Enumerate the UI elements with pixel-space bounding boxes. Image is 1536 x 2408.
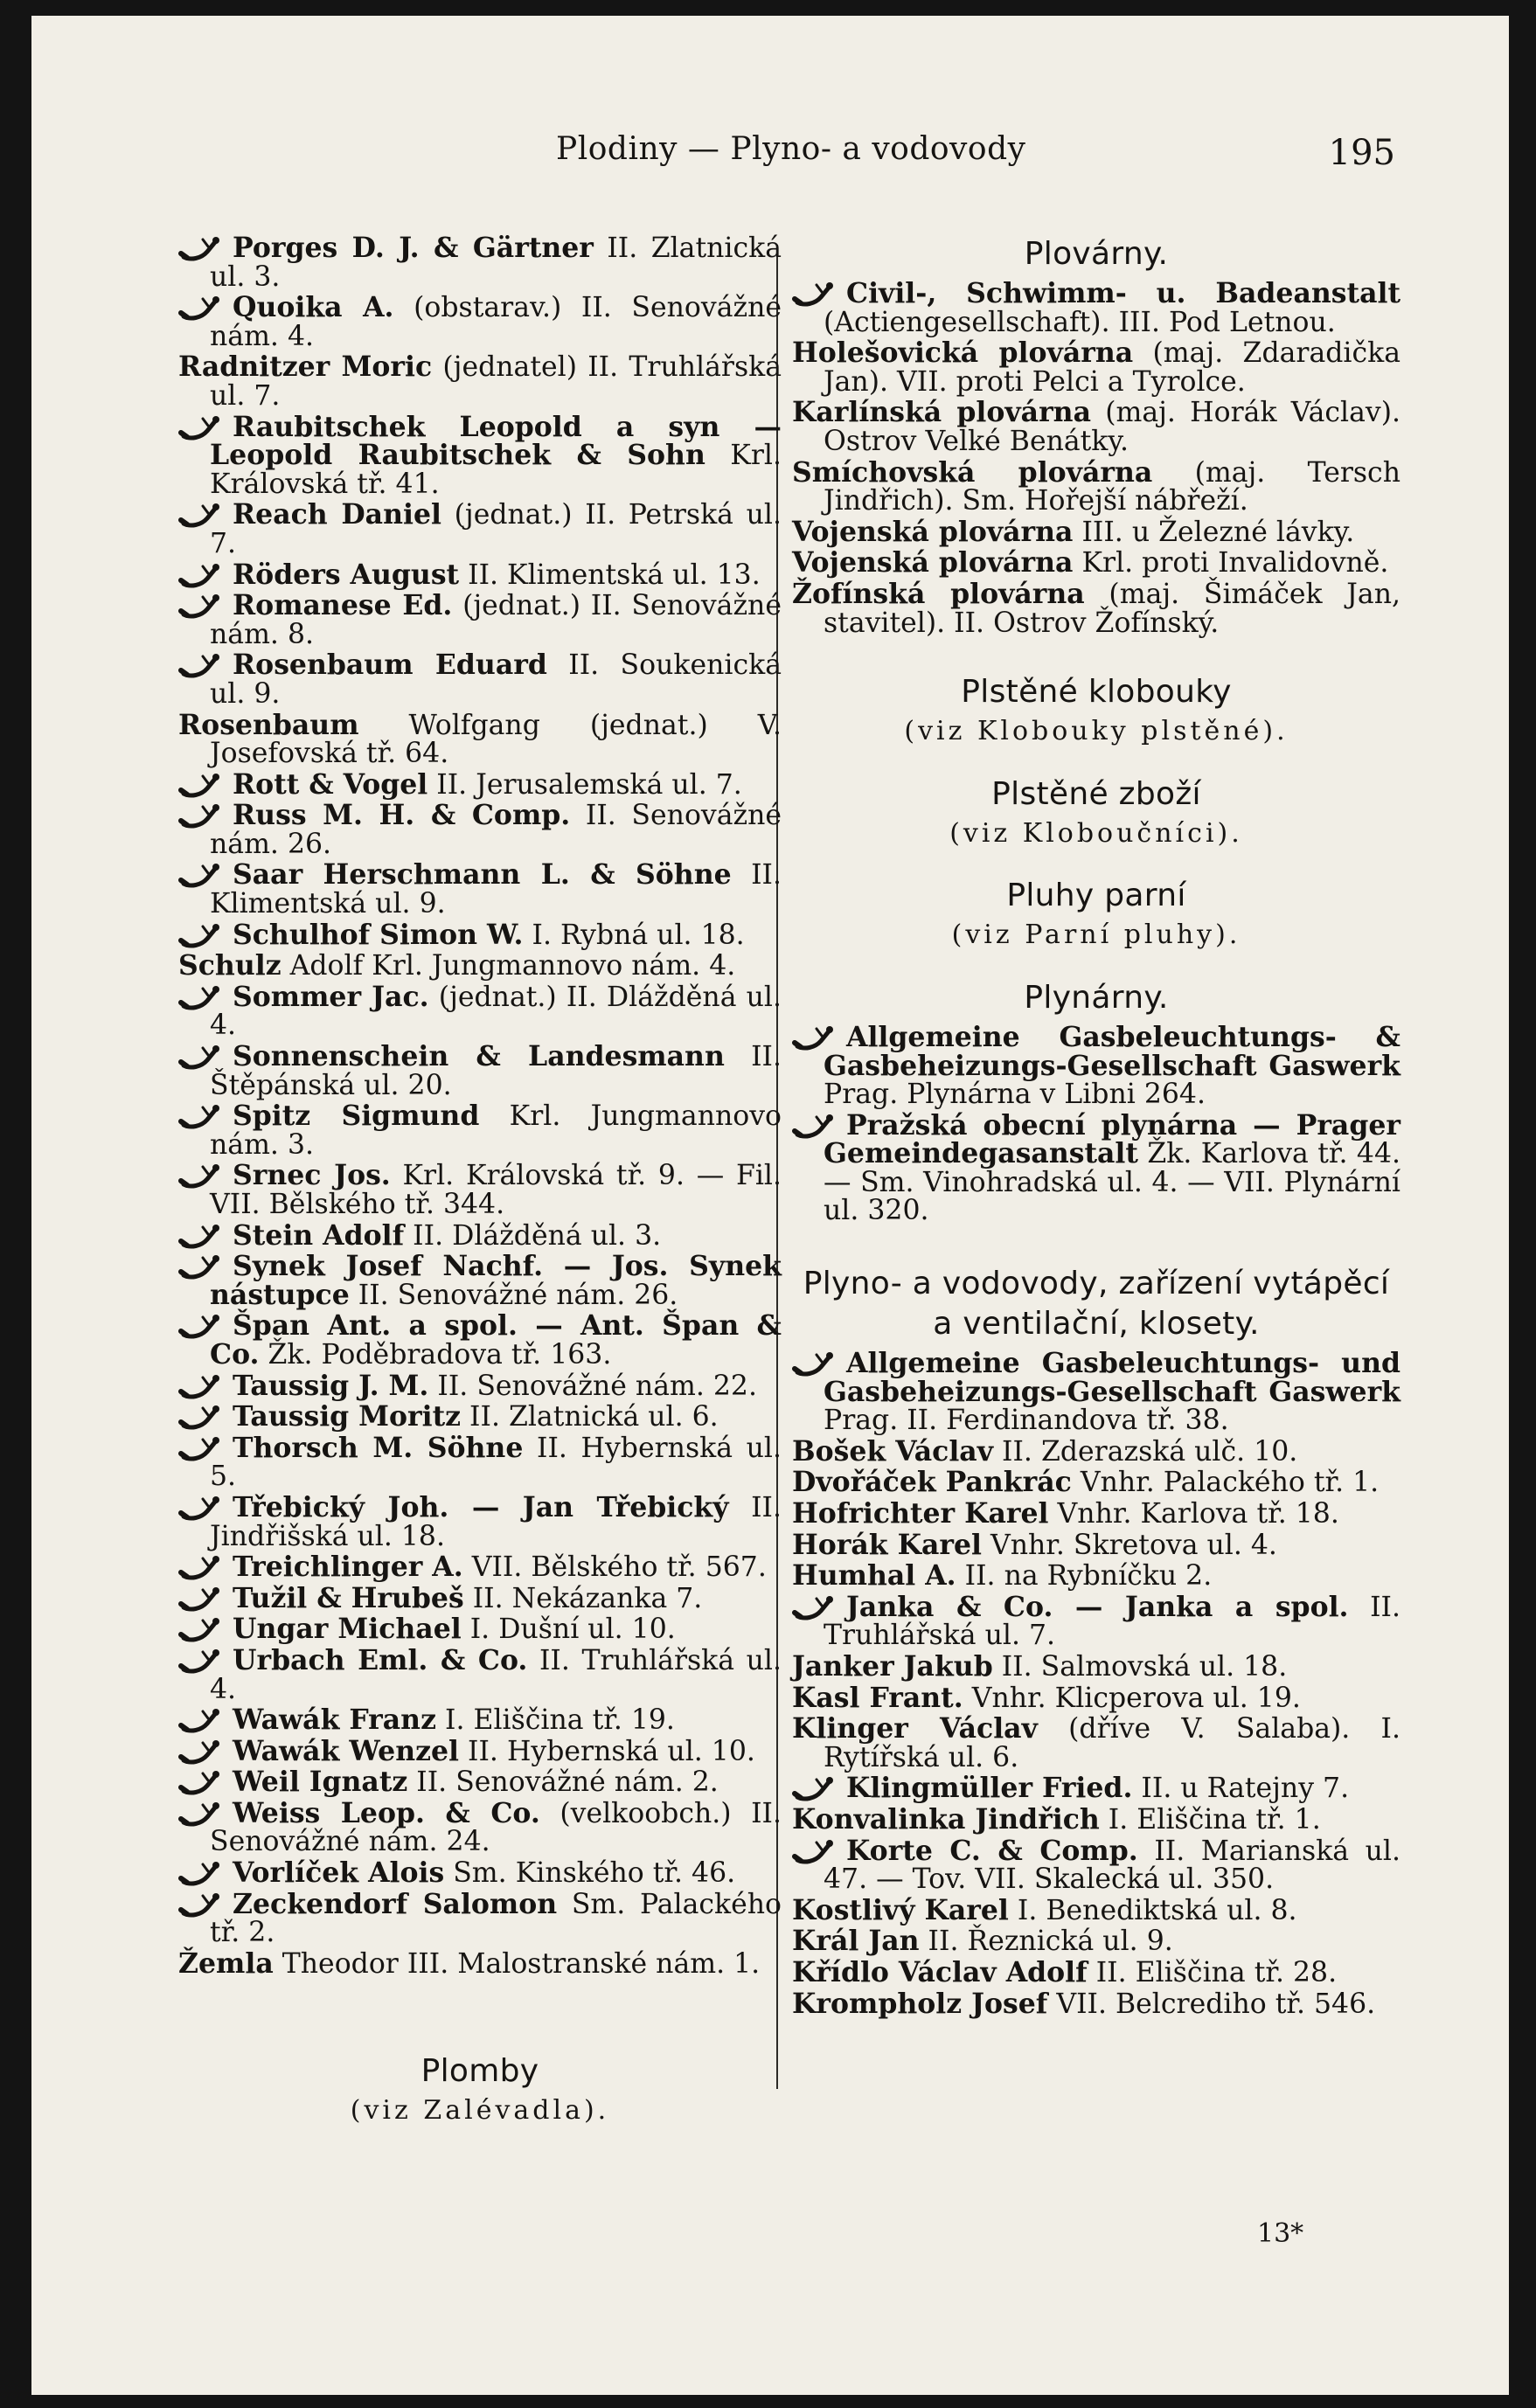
entry-address: Krl. Královská tř. 9. — Fil. VII. Bělského tř. 344. <box>210 1160 782 1220</box>
entry-name: Wawák Wenzel <box>233 1734 460 1767</box>
directory-entry <box>792 1893 1400 1926</box>
entry-address: (jednat.) II. Dlážděná ul. 4. <box>210 981 782 1042</box>
entry-name: Reach Daniel <box>233 498 441 531</box>
entry-address: II. Jindřišská ul. 18. <box>210 1491 782 1552</box>
telephone-icon <box>178 1495 220 1520</box>
directory-page <box>31 16 1509 2395</box>
telephone-icon <box>178 1892 220 1917</box>
directory-entry <box>178 1431 782 1493</box>
directory-entry <box>792 1347 1400 1437</box>
entry-name: Sonnenschein & Landesmann <box>233 1040 725 1073</box>
entry-name: Král Jan <box>792 1925 920 1958</box>
entry-address: II. Truhlářská ul. 7. <box>824 1591 1400 1652</box>
telephone-icon <box>178 1044 220 1069</box>
telephone-icon <box>178 236 220 260</box>
entry-address: II. Marianská ul. 47. — Tov. VII. Skalecká ul. 350. <box>824 1835 1400 1896</box>
directory-entry <box>792 1650 1400 1683</box>
directory-entry <box>178 291 782 352</box>
entry-name: Janka & Co. — Janka a spol. <box>846 1590 1349 1623</box>
right-column <box>792 234 1400 2021</box>
entry-name: Smíchovská plovárna <box>792 455 1153 489</box>
entry-address: (maj. Tersch Jindřich). Sm. Hořejší nábřeží. <box>824 456 1400 517</box>
entry-address: II. Zderazská ulč. 10. <box>993 1435 1298 1468</box>
directory-entry <box>178 949 782 982</box>
entry-address: Sm. Kinského tř. 46. <box>444 1857 736 1890</box>
entry-name: Kostlivý Karel <box>792 1893 1009 1926</box>
entry-address: Žk. Karlova tř. 44. — Sm. Vinohradská ul. 4. — VII. Plynární ul. 320. <box>824 1138 1400 1227</box>
entry-name: Thorsch M. Söhne <box>233 1431 524 1464</box>
entry-name: Spitz Sigmund <box>233 1100 480 1133</box>
directory-entry <box>178 651 782 708</box>
directory-entry <box>792 1590 1400 1652</box>
entry-name: Žemla <box>178 1947 274 1980</box>
directory-entry <box>178 1040 782 1101</box>
telephone-icon <box>178 415 220 440</box>
directory-entry <box>792 396 1400 457</box>
directory-entry <box>178 350 782 412</box>
directory-entry <box>178 1309 782 1371</box>
signature-mark: 13* <box>1257 2218 1304 2249</box>
plynarny-entry-list <box>792 1020 1400 1227</box>
entry-name: Klingmüller Fried. <box>846 1772 1133 1805</box>
entry-name: Bošek Václav <box>792 1434 994 1468</box>
entry-name: Dvořáček Pankrác <box>792 1466 1072 1499</box>
telephone-icon <box>178 1224 220 1248</box>
directory-entry <box>792 1497 1400 1530</box>
directory-entry <box>792 1955 1400 1988</box>
telephone-icon <box>178 1314 220 1338</box>
directory-entry <box>178 1553 782 1582</box>
entry-name: Rosenbaum <box>178 708 359 741</box>
telephone-icon <box>178 563 220 587</box>
left-entry-list <box>178 234 782 1978</box>
section-heading-plomby: Plomby <box>420 2053 539 2090</box>
directory-entry <box>178 410 782 500</box>
section-heading-plstene-zbozi: Plstěné zboží <box>991 775 1201 812</box>
directory-entry <box>792 1559 1400 1593</box>
entry-address: II. Zlatnická ul. 6. <box>461 1401 719 1433</box>
entry-name: Kasl Frant. <box>792 1681 963 1714</box>
entry-address: II. Řeznická ul. 9. <box>919 1926 1173 1958</box>
telephone-icon <box>792 1114 834 1138</box>
directory-entry <box>178 1768 782 1797</box>
entry-address: I. Eliščina tř. 19. <box>435 1704 675 1737</box>
entry-address: II. Zlatnická ul. 3. <box>210 232 782 293</box>
left-column <box>178 234 782 2143</box>
entry-name: Karlínská plovárna <box>792 396 1091 429</box>
section-heading-plstene-klobouky: Plstěné klobouky <box>961 674 1232 711</box>
directory-entry <box>178 1250 782 1311</box>
entry-name: Tužil & Hrubeš <box>233 1581 464 1614</box>
directory-entry <box>792 1927 1400 1956</box>
entry-name: Janker Jakub <box>792 1650 993 1683</box>
entry-name: Srnec Jos. <box>233 1159 391 1192</box>
entry-address: II. u Ratejny 7. <box>1132 1773 1350 1805</box>
directory-entry <box>178 1218 782 1252</box>
entry-address: Theodor III. Malostranské nám. 1. <box>273 1947 761 1980</box>
entry-name: Klinger Václav <box>792 1712 1038 1745</box>
entry-name: Horák Karel <box>792 1528 982 1561</box>
telephone-icon <box>178 503 220 527</box>
entry-name: Sommer Jac. <box>233 980 429 1013</box>
telephone-icon <box>178 803 220 828</box>
entry-name: Romanese Ed. <box>233 589 453 622</box>
entry-name: Treichlinger A. <box>233 1551 463 1584</box>
running-title: Plodiny — Plyno- a vodovody <box>556 131 1026 167</box>
directory-entry <box>178 1643 782 1705</box>
cross-reference-plstene-klobouky: (viz Klobouky plstěné). <box>904 716 1289 747</box>
entry-address: Sm. Palackého tř. 2. <box>210 1888 782 1949</box>
entry-name: Třebický Joh. — Jan Třebický <box>233 1490 729 1523</box>
entry-address: Žk. Poděbradova tř. 163. <box>259 1338 612 1371</box>
entry-name: Weil Ignatz <box>233 1766 408 1799</box>
entry-address: II. Klimentská ul. 13. <box>459 559 761 591</box>
entry-address: Vnhr. Palackého tř. 1. <box>1071 1467 1380 1499</box>
entry-address: (obstarav.) II. Senovážné nám. 4. <box>210 292 782 352</box>
telephone-icon <box>178 1436 220 1461</box>
entry-name: Taussig Moritz <box>233 1400 462 1433</box>
directory-entry <box>178 1159 782 1220</box>
entry-address: Krl. Jungmannovo nám. 3. <box>210 1100 782 1161</box>
entry-address: (jednat.) II. Senovážné nám. 8. <box>210 590 782 650</box>
telephone-icon <box>792 1351 834 1376</box>
entry-name: Zeckendorf Salomon <box>233 1887 558 1920</box>
telephone-icon <box>178 1586 220 1611</box>
entry-address: Krl. Královská tř. 41. <box>210 440 782 500</box>
telephone-icon <box>178 1770 220 1794</box>
entry-name: Raubitschek Leopold a syn — Leopold Raubitschek & Sohn <box>210 410 782 472</box>
directory-entry <box>178 1887 782 1949</box>
directory-entry <box>792 339 1400 396</box>
directory-entry <box>178 1615 782 1644</box>
entry-name: Radnitzer Moric <box>178 350 433 384</box>
directory-entry <box>792 455 1400 517</box>
telephone-icon <box>792 1025 834 1050</box>
section-heading-plyno-vodovody: Plyno- a vodovody, zařízení vytápěcí a ventilační, klosety. <box>803 1266 1390 1343</box>
entry-name: Urbach Eml. & Co. <box>233 1643 528 1676</box>
directory-entry <box>178 1856 782 1890</box>
entry-name: Korte C. & Comp. <box>846 1834 1138 1867</box>
entry-address: II. Soukenická ul. 9. <box>210 649 782 710</box>
directory-entry <box>178 1734 782 1767</box>
page-number: 195 <box>1328 133 1395 173</box>
telephone-icon <box>178 1555 220 1579</box>
entry-address: Vnhr. Karlova tř. 18. <box>1048 1498 1339 1530</box>
entry-address: (jednatel) II. Truhlářská ul. 7. <box>210 351 782 412</box>
telephone-icon <box>178 1374 220 1398</box>
telephone-icon <box>178 1405 220 1429</box>
entry-address: II. Truhlářská ul. 4. <box>210 1644 782 1705</box>
entry-address: I. Rybná ul. 18. <box>523 919 745 951</box>
entry-address: II. Dlážděná ul. 3. <box>404 1219 662 1252</box>
cross-reference-plstene-zbozi: (viz Kloboučníci). <box>949 817 1243 849</box>
entry-address: II. Hybernská ul. 10. <box>459 1735 755 1767</box>
directory-entry <box>792 1434 1400 1468</box>
directory-entry <box>178 589 782 650</box>
entry-name: Křídlo Václav Adolf <box>792 1955 1088 1988</box>
entry-address: (maj. Horák Václav). Ostrov Velké Benátky. <box>824 397 1400 457</box>
entry-name: Pražská obecní plynárna — Prager Gemeindegasanstalt <box>824 1108 1400 1170</box>
entry-name: Špan Ant. a spol. — Ant. Špan & Co. <box>210 1309 782 1371</box>
entry-address: II. Eliščina tř. 28. <box>1087 1956 1338 1988</box>
telephone-icon <box>178 773 220 797</box>
directory-entry <box>178 234 782 291</box>
entry-name: Russ M. H. & Comp. <box>233 799 571 832</box>
directory-entry <box>792 1681 1400 1714</box>
telephone-icon <box>178 1708 220 1732</box>
entry-address: (Actiengesellschaft). III. Pod Letnou. <box>824 306 1336 338</box>
directory-entry <box>792 1834 1400 1896</box>
entry-address: II. Jerusalemská ul. 7. <box>427 768 742 801</box>
section-heading-pluhy-parni: Pluhy parní <box>1006 878 1186 914</box>
entry-address: II. Senovážné nám. 22. <box>428 1370 757 1402</box>
telephone-icon <box>178 653 220 677</box>
entry-address: III. u Železné lávky. <box>1073 516 1355 548</box>
directory-entry <box>792 577 1400 639</box>
telephone-icon <box>178 1104 220 1128</box>
telephone-icon <box>792 281 834 306</box>
section-heading-plynarny: Plynárny. <box>1024 979 1169 1016</box>
entry-name: Wawák Franz <box>233 1704 436 1737</box>
telephone-icon <box>178 1617 220 1641</box>
directory-entry <box>792 1712 1400 1773</box>
entry-name: Holešovická plovárna <box>792 337 1134 370</box>
entry-address: VII. Bělského tř. 567. <box>462 1551 767 1584</box>
telephone-icon <box>178 985 220 1010</box>
entry-name: Hofrichter Karel <box>792 1497 1049 1530</box>
directory-entry <box>178 918 782 951</box>
directory-entry <box>178 558 782 591</box>
directory-entry <box>178 1796 782 1858</box>
entry-address: II. Nekázanka 7. <box>463 1582 703 1614</box>
telephone-icon <box>178 863 220 887</box>
directory-entry <box>792 1987 1400 2020</box>
entry-address: Adolf Krl. Jungmannovo nám. 4. <box>281 950 736 982</box>
directory-entry <box>178 1102 782 1159</box>
directory-entry <box>178 1490 782 1552</box>
entry-name: Stein Adolf <box>233 1218 405 1252</box>
entry-name: Röders August <box>233 558 460 591</box>
entry-address: (dříve V. Salaba). I. Rytířská ul. 6. <box>824 1713 1400 1773</box>
telephone-icon <box>178 1254 220 1279</box>
entry-address: II. Salmovská ul. 18. <box>992 1651 1288 1683</box>
entry-address: (maj. Zdaradička Jan). VII. proti Pelci a Tyrolce. <box>824 337 1400 398</box>
entry-name: Civil-, Schwimm- u. Badeanstalt <box>846 277 1400 309</box>
telephone-icon <box>178 593 220 618</box>
directory-entry <box>792 1468 1400 1497</box>
entry-name: Rosenbaum Eduard <box>233 649 547 682</box>
entry-name: Krompholz Josef <box>792 1987 1048 2020</box>
entry-address: II. Klimentská ul. 9. <box>210 859 782 920</box>
telephone-icon <box>178 923 220 947</box>
telephone-icon <box>178 1163 220 1188</box>
directory-entry <box>792 1020 1400 1111</box>
entry-name: Quoika A. <box>233 291 394 324</box>
cross-reference-pluhy-parni: (viz Parní pluhy). <box>951 919 1241 951</box>
telephone-icon <box>178 295 220 320</box>
directory-entry <box>178 1369 782 1402</box>
entry-name: Synek Josef Nachf. — Jos. Synek nástupce <box>210 1250 782 1311</box>
entry-address: II. na Rybníčku 2. <box>956 1560 1213 1593</box>
entry-name: Schulhof Simon W. <box>233 918 524 951</box>
telephone-icon <box>792 1776 834 1801</box>
directory-entry <box>178 799 782 860</box>
entry-name: Rott & Vogel <box>233 767 428 801</box>
entry-address: II. Senovážné nám. 2. <box>407 1766 719 1799</box>
directory-entry <box>792 1802 1400 1835</box>
entry-name: Konvalinka Jindřich <box>792 1802 1100 1835</box>
entry-address: Wolfgang (jednat.) V. Josefovská tř. 64. <box>210 709 782 770</box>
section-heading-plovarny: Plovárny. <box>1024 236 1169 272</box>
entry-address: I. Benediktská ul. 8. <box>1008 1894 1297 1926</box>
entry-address: I. Eliščina tř. 1. <box>1099 1803 1321 1835</box>
directory-entry <box>178 1706 782 1735</box>
entry-address: II. Senovážné nám. 26. <box>349 1279 678 1311</box>
entry-name: Humhal A. <box>792 1559 956 1593</box>
entry-name: Schulz <box>178 949 281 982</box>
directory-entry <box>178 708 782 770</box>
entry-name: Allgemeine Gasbeleuchtungs- & Gasbeheizungs-Gesellschaft Gaswerk <box>824 1020 1400 1082</box>
directory-entry <box>792 1774 1400 1803</box>
directory-entry <box>178 1400 782 1433</box>
directory-entry <box>178 498 782 559</box>
entry-name: Taussig J. M. <box>233 1369 429 1402</box>
entry-name: Allgemeine Gasbeleuchtungs- und Gasbeheizungs-Gesellschaft Gaswerk <box>824 1347 1400 1408</box>
telephone-icon <box>792 1595 834 1620</box>
directory-entry <box>178 1947 782 1980</box>
directory-entry <box>178 980 782 1042</box>
cross-reference-plomby: (viz Zalévadla). <box>350 2095 610 2127</box>
directory-entry <box>792 1528 1400 1561</box>
entry-name: Ungar Michael <box>233 1613 462 1646</box>
entry-address: Krl. proti Invalidovně. <box>1073 547 1389 579</box>
directory-entry <box>792 1108 1400 1227</box>
directory-entry <box>792 546 1400 579</box>
telephone-icon <box>792 1839 834 1863</box>
telephone-icon <box>178 1648 220 1673</box>
directory-entry <box>178 767 782 801</box>
entry-address: Vnhr. Skretova ul. 4. <box>981 1529 1277 1561</box>
directory-entry <box>178 858 782 920</box>
telephone-icon <box>178 1861 220 1885</box>
directory-entry <box>178 1581 782 1614</box>
entry-address: (jednat.) II. Petrská ul. 7. <box>210 499 782 559</box>
entry-address: II. Hybernská ul. 5. <box>210 1432 782 1493</box>
plovarny-entry-list <box>792 277 1400 639</box>
entry-address: (maj. Šimáček Jan, stavitel). II. Ostrov Žofínský. <box>824 578 1400 639</box>
entry-address: (velkoobch.) II. Senovážné nám. 24. <box>210 1797 782 1858</box>
entry-address: VII. Belcrediho tř. 546. <box>1047 1988 1376 2020</box>
entry-address: Prag. II. Ferdinandova tř. 38. <box>824 1405 1229 1437</box>
entry-address: II. Senovážné nám. 26. <box>210 800 782 860</box>
directory-entry <box>792 515 1400 548</box>
telephone-icon <box>178 1739 220 1764</box>
entry-address: Vnhr. Klicperova ul. 19. <box>963 1682 1301 1714</box>
entry-name: Weiss Leop. & Co. <box>233 1796 540 1829</box>
entry-name: Saar Herschmann L. & Söhne <box>233 858 732 892</box>
plyno-vodovody-entry-list <box>792 1347 1400 2020</box>
telephone-icon <box>178 1801 220 1826</box>
entry-name: Vojenská plovárna <box>792 546 1074 579</box>
directory-entry <box>792 277 1400 338</box>
entry-name: Porges D. J. & Gärtner <box>233 232 594 264</box>
page-header <box>31 131 1509 184</box>
entry-address: II. Štěpánská ul. 20. <box>210 1041 782 1101</box>
entry-address: I. Dušní ul. 10. <box>461 1613 676 1646</box>
entry-name: Žofínská plovárna <box>792 577 1085 610</box>
entry-name: Vorlíček Alois <box>233 1856 445 1890</box>
entry-address: Prag. Plynárna v Libni 264. <box>824 1079 1206 1111</box>
entry-name: Vojenská plovárna <box>792 515 1074 548</box>
